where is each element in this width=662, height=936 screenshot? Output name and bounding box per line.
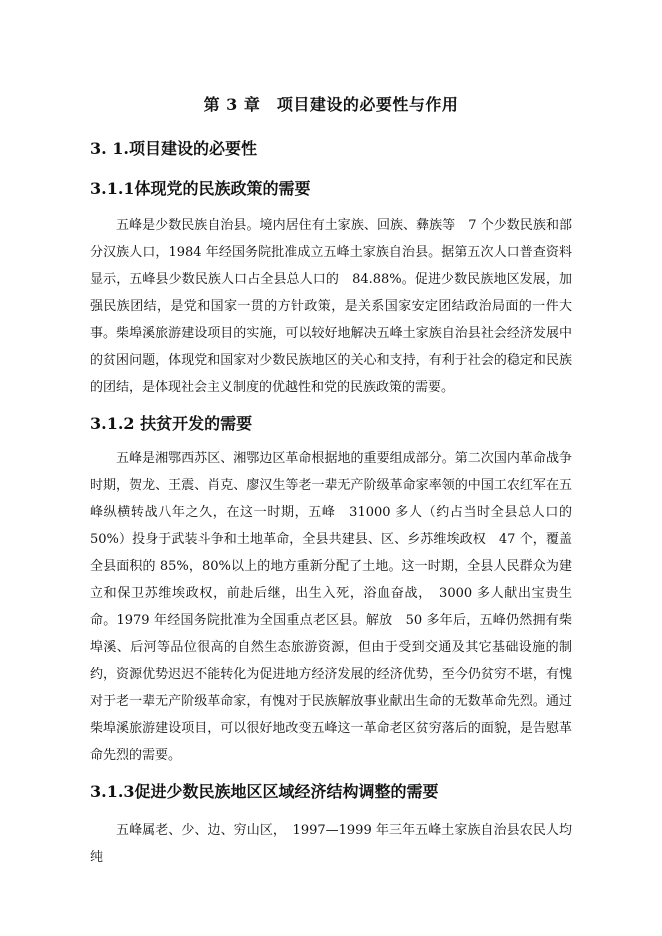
section-heading: 3. 1.项目建设的必要性 <box>90 139 257 158</box>
subsection-heading-3-1-3: 3.1.3促进少数民族地区区域经济结构调整的需要 <box>90 782 439 801</box>
paragraph-3-1-2: 五峰是湘鄂西苏区、湘鄂边区革命根据地的重要组成部分。第二次国内革命战争时期，贺龙、王震、肖克、廖汉生等老一辈无产阶级革命家率领的中国工农红军在五峰纵横转战八年之久，在这一时期，五峰 31000 多人（约占当时全县总人口的 50%）投身于武装斗争和土地革命，全县共建县、区、乡苏维埃政权 47 个，覆盖全县面积的 85%，80%以上的地方重新分配了土地。这一时期，全县人民群众为建立和保卫苏维埃政权，前赴后继，出生入死，浴血奋战， 3000 多人献出宝贵生命。1979 年经国务院批准为全国重点老区县。解放 50 多年后，五峰仍然拥有柴埠溪、后河等品位很高的自然生态旅游资源，但由于受到交通及其它基础设施的制约，资源优势迟迟不能转化为促进地方经济发展的经济优势，至今仍贫穷不堪，有愧对于老一辈无产阶级革命家，有愧对于民族解放事业献出生命的无数革命先烈。通过柴埠溪旅游建设项目，可以很好地改变五峰这一革命老区贫穷落后的面貌，是告慰革命先烈的需要。 <box>90 451 572 763</box>
chapter-title: 第 3 章 项目建设的必要性与作用 <box>203 95 459 114</box>
paragraph-3-1-1: 五峰是少数民族自治县。境内居住有土家族、回族、彝族等 7 个少数民族和部分汉族人口，1984 年经国务院批准成立五峰土家族自治县。据第五次人口普查资料显示，五峰县少数民族人口占全县总人口的 84.88%。促进少数民族地区发展，加强民族团结，是党和国家一贯的方针政策，是关系国家安定团结政治局面的一件大事。柴埠溪旅游建设项目的实施，可以较好地解决五峰土家族自治县社会经济发展中的贫困问题，体现党和国家对少数民族地区的关心和支持，有利于社会的稳定和民族的团结，是体现社会主义制度的优越性和党的民族政策的需要。 <box>90 218 572 395</box>
subsection-heading-3-1-2: 3.1.2 扶贫开发的需要 <box>90 414 253 433</box>
subsection-heading-3-1-1: 3.1.1体现党的民族政策的需要 <box>90 179 311 198</box>
paragraph-3-1-3: 五峰属老、少、边、穷山区， 1997—1999 年三年五峰土家族自治县农民人均纯 <box>90 823 572 865</box>
